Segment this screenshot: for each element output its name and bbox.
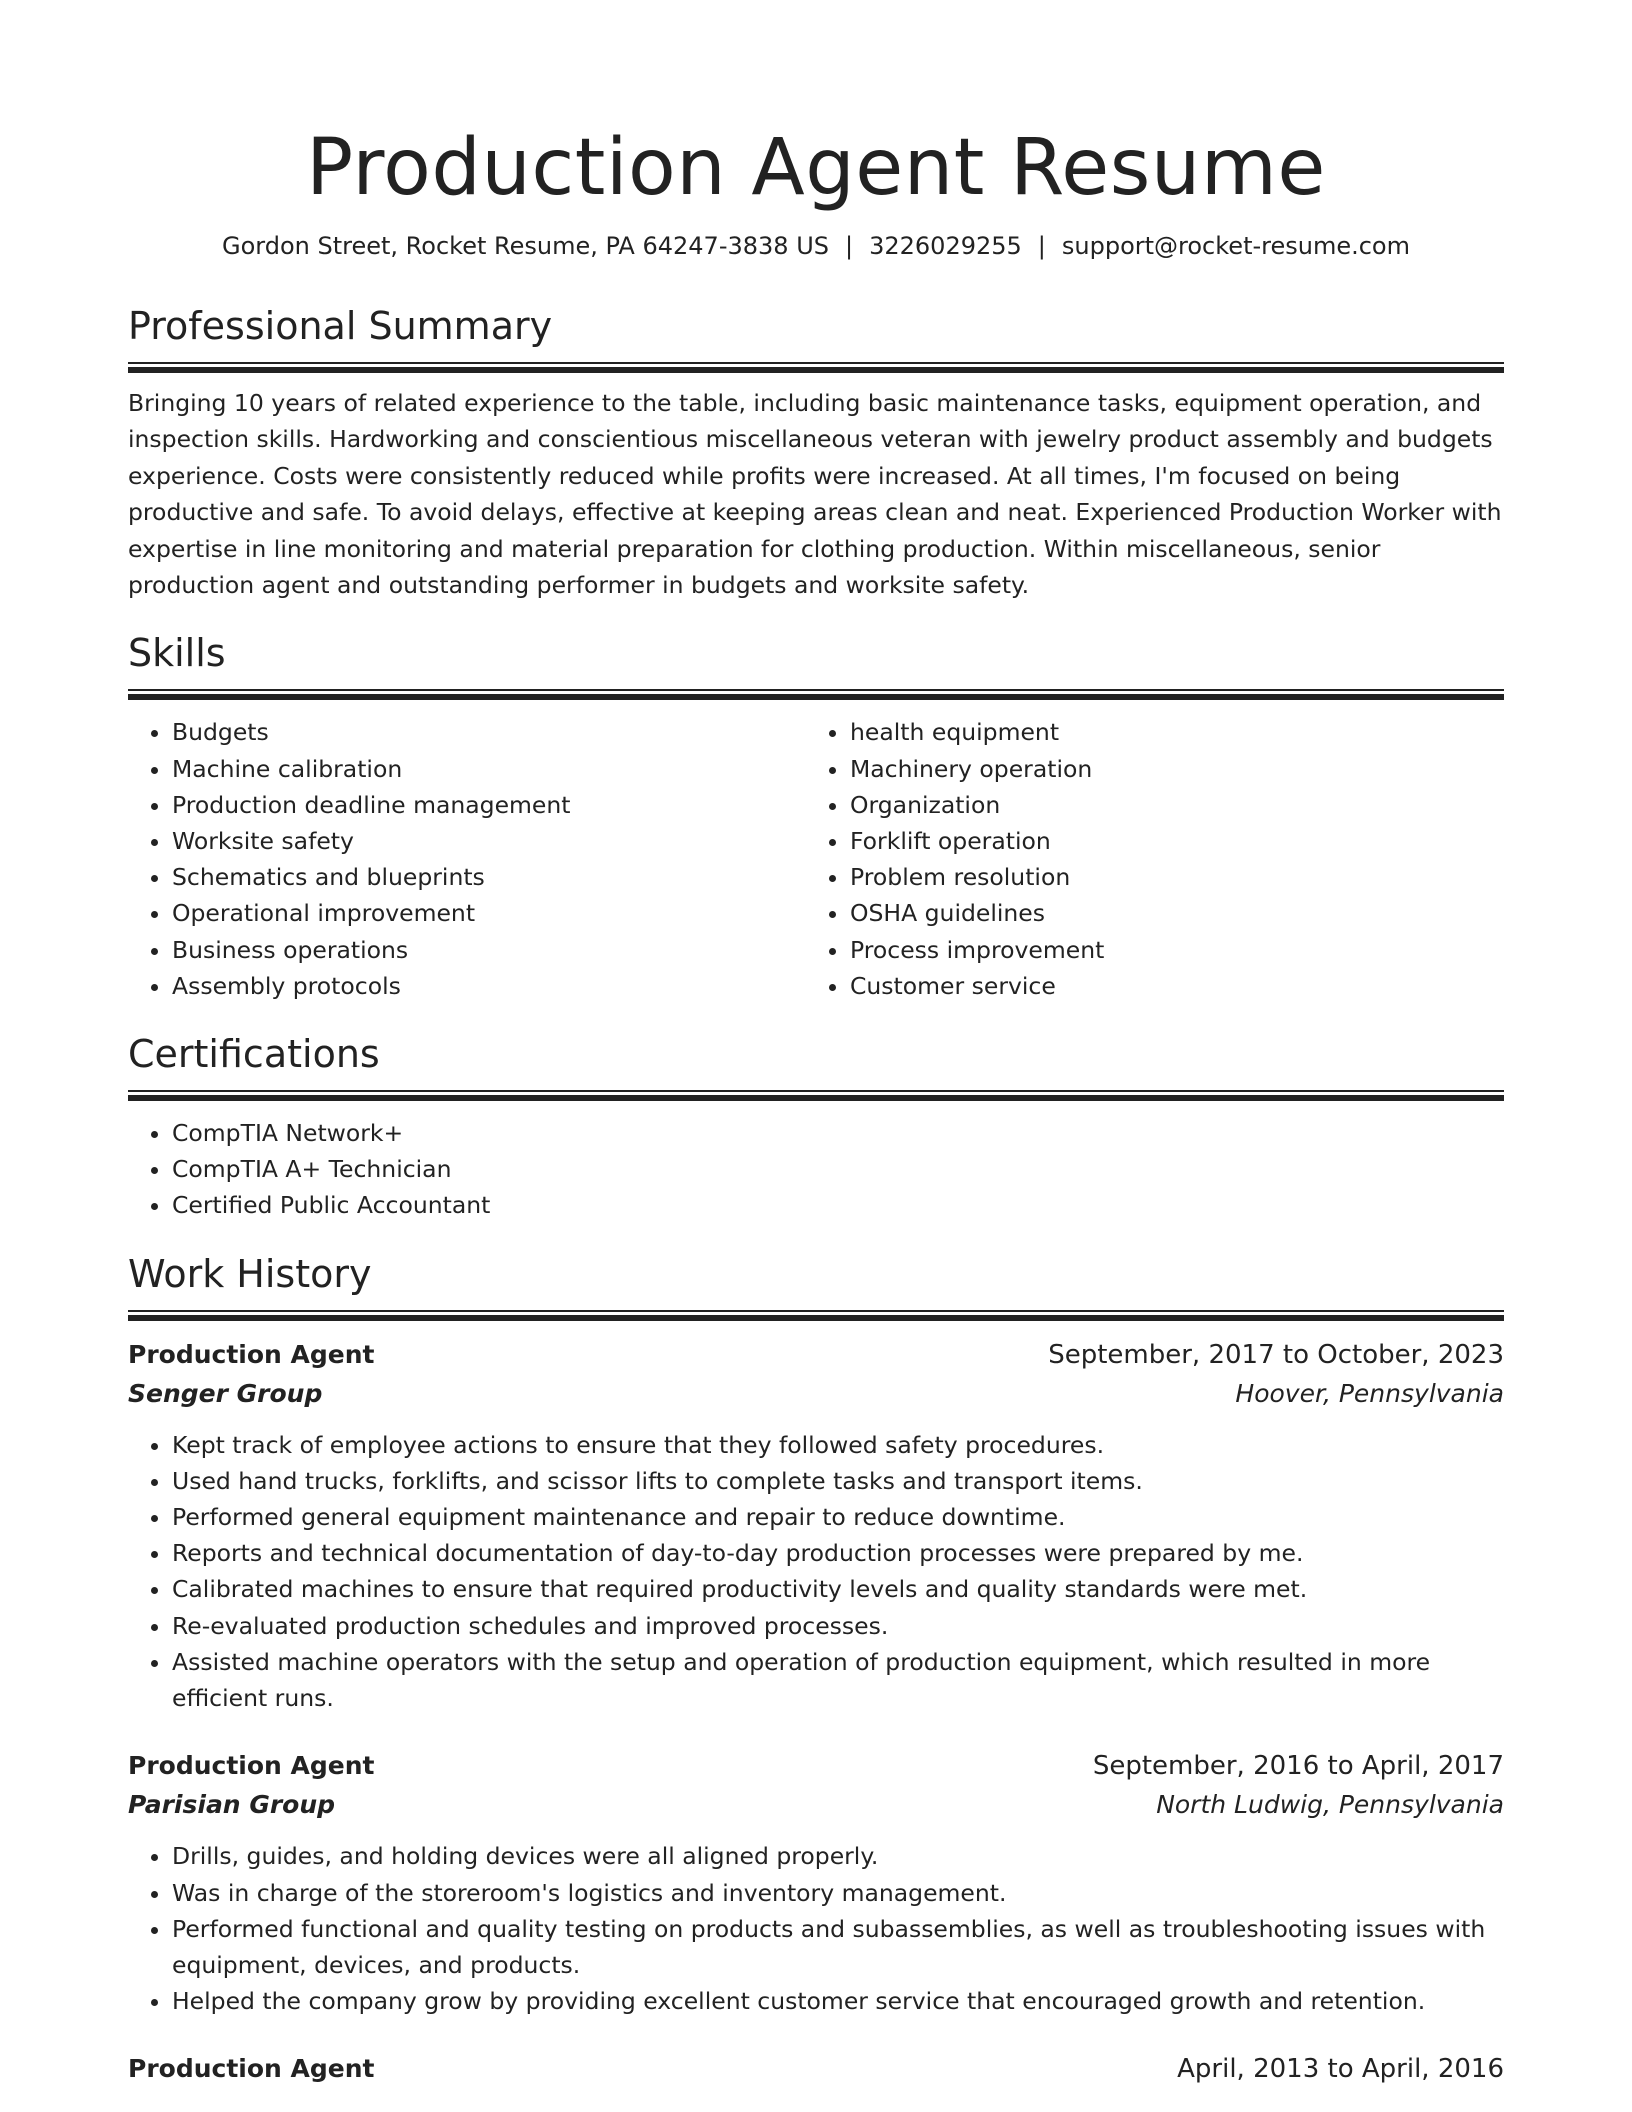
skill-item: • Customer service — [850, 968, 1484, 1004]
contact-separator: | — [1037, 232, 1046, 260]
skills-list-right — [806, 714, 1484, 1004]
skill-item: • Process improvement — [850, 932, 1484, 968]
job-bullet: • Used hand trucks, forklifts, and scissor lifts to complete tasks and transport items. — [172, 1463, 1504, 1499]
section-divider — [128, 689, 1504, 700]
skill-item: • Schematics and blueprints — [172, 859, 806, 895]
job-title: Production Agent — [128, 1339, 375, 1369]
skill-item: • Business operations — [172, 932, 806, 968]
skills-column-right — [806, 714, 1484, 1004]
job-header-row — [128, 1335, 1504, 1375]
job-dates: September, 2017 to October, 2023 — [1048, 1339, 1504, 1370]
job-company-row — [128, 1375, 1504, 1413]
skill-item: • Assembly protocols — [172, 968, 806, 1004]
section-divider — [128, 362, 1504, 373]
job-header-row — [128, 2049, 1504, 2089]
skills-section — [128, 629, 1504, 1004]
contact-phone: 3226029255 — [869, 232, 1022, 260]
job-company-row — [128, 1786, 1504, 1824]
skills-list-left — [128, 714, 806, 1004]
job-bullet: • Assisted machine operators with the setup and operation of production equipment, which resulted in more efficient runs. — [172, 1644, 1504, 1716]
job-bullet: • Was in charge of the storeroom's logistics and inventory management. — [172, 1875, 1504, 1911]
job-location: North Ludwig, Pennsylvania — [1156, 1790, 1504, 1820]
skill-item: • OSHA guidelines — [850, 895, 1484, 931]
certification-item: • Certified Public Accountant — [172, 1187, 1504, 1223]
summary-heading: Professional Summary — [128, 304, 553, 348]
summary-text: Bringing 10 years of related experience to the table, including basic maintenance tasks, equipment operation, and inspection skills. Hardworking and conscientious miscellaneous veteran with jewelry product assembly and budgets experience. Costs were consistently reduced while profits were increased. At all times, I'm focused on being productive and safe. To avoid delays, effective at keeping areas clean and neat. Experienced Production Worker with expertise in line monitoring and material preparation for clothing production. Within miscellaneous, senior production agent and outstanding performer in budgets and worksite safety. — [128, 389, 1502, 600]
skills-column-left — [128, 714, 806, 1004]
job-bullet-list — [128, 1427, 1504, 1717]
certifications-list — [128, 1115, 1504, 1224]
skill-item: • Forklift operation — [850, 823, 1484, 859]
job-location: Hoover, Pennsylvania — [1235, 1378, 1504, 1408]
job-dates: September, 2016 to April, 2017 — [1092, 1751, 1504, 1782]
resume-title: Production Agent Resume — [306, 123, 1326, 213]
job-bullet: • Calibrated machines to ensure that required productivity levels and quality standards were met. — [172, 1571, 1504, 1607]
certification-item: • CompTIA A+ Technician — [172, 1151, 1504, 1187]
job-bullet: • Performed general equipment maintenance and repair to reduce downtime. — [172, 1499, 1504, 1535]
certification-item: • CompTIA Network+ — [172, 1115, 1504, 1151]
work-history-heading: Work History — [128, 1251, 372, 1296]
contact-separator: | — [845, 232, 854, 260]
skill-item: • Machine calibration — [172, 751, 806, 787]
work-history-section — [128, 1250, 1504, 2090]
job-header-row — [128, 1746, 1504, 1786]
job-bullet: • Reports and technical documentation of day-to-day production processes were prepared by me. — [172, 1535, 1504, 1571]
job-entry — [128, 1746, 1504, 2019]
contact-email: support@rocket-resume.com — [1061, 232, 1410, 260]
skill-item: • Budgets — [172, 714, 806, 750]
skills-heading: Skills — [128, 631, 226, 676]
skill-item: • Machinery operation — [850, 751, 1484, 787]
job-bullet: • Drills, guides, and holding devices were all aligned properly. — [172, 1838, 1504, 1874]
section-divider — [128, 1310, 1504, 1321]
job-dates: April, 2013 to April, 2016 — [1177, 2054, 1504, 2085]
job-entry — [128, 2049, 1504, 2089]
skill-item: • health equipment — [850, 714, 1484, 750]
skills-grid — [128, 714, 1504, 1004]
skill-item: • Organization — [850, 787, 1484, 823]
job-bullet: • Performed functional and quality testing on products and subassemblies, as well as troubleshooting issues with equipment, devices, and products. — [172, 1911, 1504, 1983]
job-bullet: • Re-evaluated production schedules and improved processes. — [172, 1608, 1504, 1644]
summary-section — [128, 302, 1504, 603]
contact-address: Gordon Street, Rocket Resume, PA 64247-3838 US — [222, 232, 829, 260]
skill-item: • Worksite safety — [172, 823, 806, 859]
job-company: Parisian Group — [128, 1790, 336, 1820]
contact-line — [128, 230, 1504, 262]
skill-item: • Production deadline management — [172, 787, 806, 823]
job-bullet: • Helped the company grow by providing excellent customer service that encouraged growth and retention. — [172, 1983, 1504, 2019]
job-bullet: • Kept track of employee actions to ensure that they followed safety procedures. — [172, 1427, 1504, 1463]
certifications-heading: Certifications — [128, 1032, 380, 1077]
job-title: Production Agent — [128, 1751, 375, 1781]
skill-item: • Problem resolution — [850, 859, 1484, 895]
job-title: Production Agent — [128, 2054, 375, 2084]
job-company: Senger Group — [128, 1378, 323, 1408]
job-entry — [128, 1335, 1504, 1717]
skill-item: • Operational improvement — [172, 895, 806, 931]
resume-page — [128, 0, 1504, 2089]
certifications-section — [128, 1030, 1504, 1224]
section-divider — [128, 1090, 1504, 1101]
job-bullet-list — [128, 1838, 1504, 2019]
